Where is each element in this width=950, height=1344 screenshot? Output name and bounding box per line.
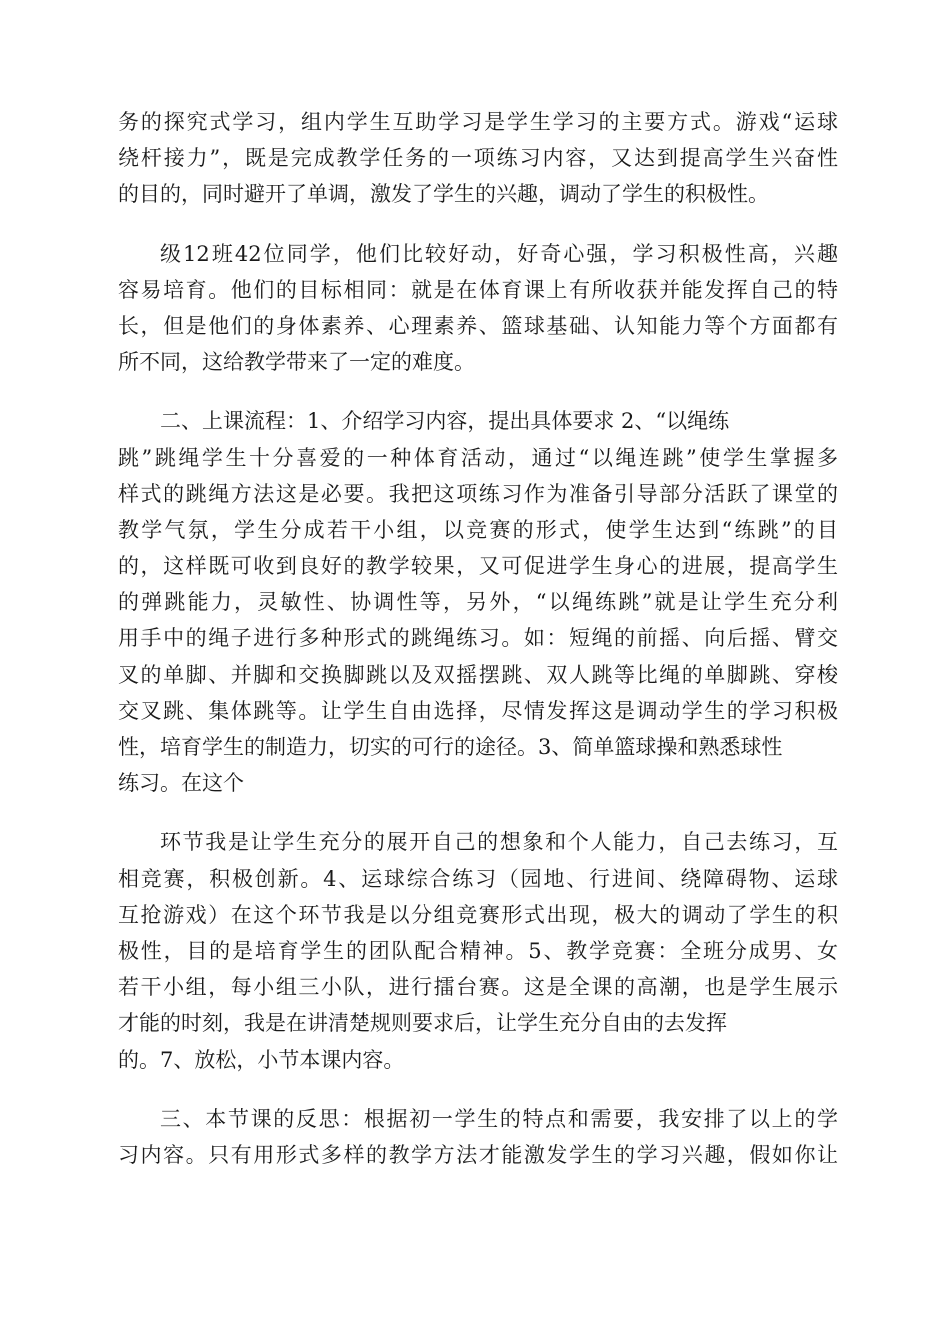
text-line: 二、上课流程：1、介绍学习内容，提出具体要求 2、“以绳练 xyxy=(160,409,730,434)
text-line: 练习。在这个 xyxy=(118,771,244,796)
text-line: 三、本节课的反思：根据初一学生的特点和需要，我安排了以上的学 xyxy=(160,1106,838,1131)
paragraph-reflection xyxy=(118,1101,838,1173)
document-body xyxy=(118,104,838,1196)
text-line: 极性，目的是培育学生的团队配合精神。5、教学竞赛：全班分成男、女 xyxy=(118,938,838,963)
text-line: 环节我是让学生充分的展开自己的想象和个人能力，自己去练习，互 xyxy=(160,830,838,855)
text-line: 务的探究式学习，组内学生互助学习是学生学习的主要方式。游戏“运球 xyxy=(118,110,838,134)
text-line: 的弹跳能力，灵敏性、协调性等，另外，“以绳练跳”就是让学生充分利 xyxy=(118,590,838,615)
text-line: 样式的跳绳方法这是必要。我把这项练习作为准备引导部分活跃了课堂的 xyxy=(118,481,838,506)
paragraph-teaching-method xyxy=(118,104,838,213)
text-line: 若干小组，每小组三小队，进行擂台赛。这是全课的高潮，也是学生展示 xyxy=(118,975,838,1000)
text-line: 性，培育学生的制造力，切实的可行的途径。3、简单篮球操和熟悉球性 xyxy=(118,735,783,759)
text-line: 级12班42位同学，他们比较好动，好奇心强，学习积极性高，兴趣 xyxy=(160,241,838,266)
text-line: 习内容。只有用形式多样的教学方法才能激发学生的学习兴趣，假如你让 xyxy=(118,1142,838,1167)
text-line: 跳”跳绳学生十分喜爱的一种体育活动，通过“以绳连跳”使学生掌握多 xyxy=(118,445,838,470)
text-line: 互抢游戏）在这个环节我是以分组竞赛形式出现，极大的调动了学生的积 xyxy=(118,902,838,927)
paragraph-basketball-practice xyxy=(118,824,838,1077)
text-line: 才能的时刻，我是在讲清楚规则要求后，让学生充分自由的去发挥 xyxy=(118,1011,727,1036)
text-line: 的。7、放松，小节本课内容。 xyxy=(118,1047,405,1072)
text-line: 绕杆接力”，既是完成教学任务的一项练习内容，又达到提高学生兴奋性 xyxy=(118,146,838,171)
paragraph-class-procedure xyxy=(118,403,838,801)
text-line: 长，但是他们的身体素养、心理素养、篮球基础、认知能力等个方面都有 xyxy=(118,313,838,338)
text-line: 叉的单脚、并脚和交换脚跳以及双摇摆跳、双人跳等比绳的单脚跳、穿梭 xyxy=(118,662,838,687)
text-line: 的，这样既可收到良好的教学较果，又可促进学生身心的进展，提高学生 xyxy=(118,554,838,579)
text-line: 交叉跳、集体跳等。让学生自由选择，尽情发挥这是调动学生的学习积极 xyxy=(118,698,838,723)
paragraph-student-analysis xyxy=(118,236,838,381)
text-line: 的目的，同时避开了单调，激发了学生的兴趣，调动了学生的积极性。 xyxy=(118,182,769,207)
text-line: 所不同，这给教学带来了一定的难度。 xyxy=(118,350,475,375)
text-line: 用手中的绳子进行多种形式的跳绳练习。如：短绳的前摇、向后摇、臂交 xyxy=(118,626,838,651)
text-line: 相竞赛，积极创新。4、运球综合练习（园地、行进间、绕障碍物、运球 xyxy=(118,866,838,891)
text-line: 容易培育。他们的目标相同：就是在体育课上有所收获并能发挥自己的特 xyxy=(118,277,838,302)
text-line: 教学气氛，学生分成若干小组，以竞赛的形式，使学生达到“练跳”的目 xyxy=(118,517,838,542)
